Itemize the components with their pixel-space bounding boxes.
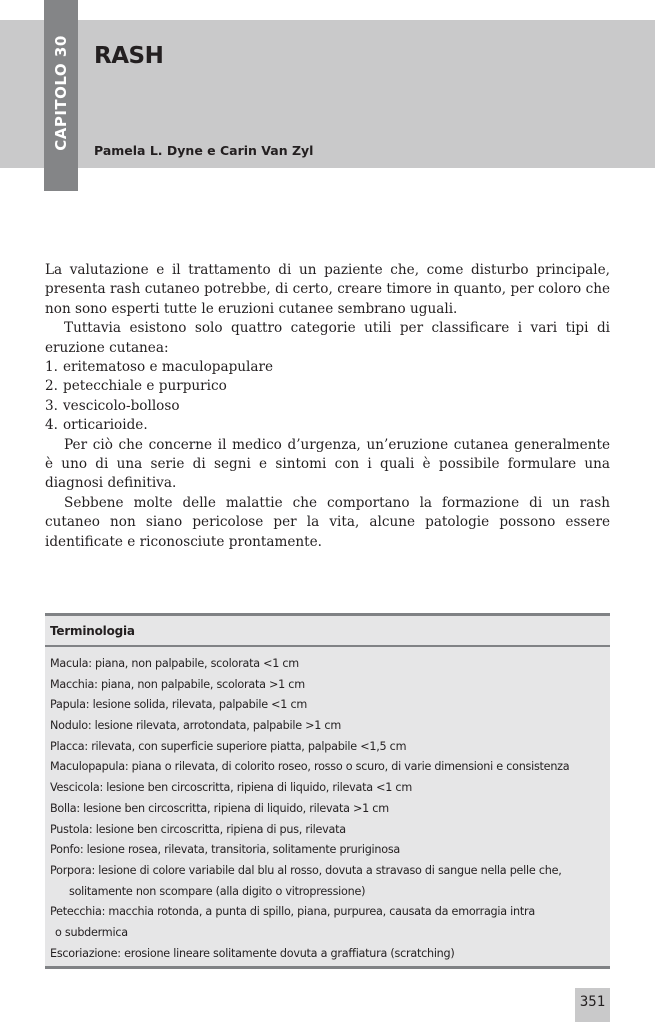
- terminology-box: [45, 613, 610, 969]
- category-item: [45, 397, 610, 416]
- terminology-entry: Bolla: lesione ben circoscritta, ripiena di liquido, rilevata >1 cm: [50, 801, 389, 815]
- terminology-entry: Placca: rilevata, con superficie superiore piatta, palpabile <1,5 cm: [50, 739, 407, 753]
- terminology-entry: Petecchia: macchia rotonda, a punta di spillo, piana, purpurea, causata da emorragia intra: [50, 905, 535, 919]
- terminology-heading: Terminologia: [45, 616, 610, 647]
- intro-text: [45, 261, 610, 552]
- intro-paragraph: Sebbene molte delle malattie che comportano la formazione di un rash cutaneo non siano pericolose per la vita, alcune patologie possono essere identificate e riconosciute prontamente.: [45, 494, 610, 550]
- intro-paragraph: Per ciò che concerne il medico d’urgenza, un’eruzione cutanea generalmente è uno di una serie di segni e sintomi con i quali è possibile formulare una diagnosi definitiva.: [45, 436, 610, 492]
- terminology-entry: Macula: piana, non palpabile, scolorata <1 cm: [50, 657, 299, 670]
- category-text: petecchiale e purpurico: [63, 378, 227, 395]
- category-item: [45, 416, 610, 435]
- chapter-authors: Pamela L. Dyne e Carin Van Zyl: [94, 143, 314, 158]
- terminology-entry: Vescicola: lesione ben circoscritta, ripiena di liquido, rilevata <1 cm: [50, 781, 412, 795]
- terminology-entry: Ponfo: lesione rosea, rilevata, transitoria, solitamente pruriginosa: [50, 843, 401, 857]
- category-text: orticarioide.: [63, 417, 148, 434]
- terminology-entry: Escoriazione: erosione lineare solitamente dovuta a graffiatura (scratching): [50, 946, 455, 960]
- category-list: [45, 358, 610, 436]
- terminology-entry-continuation: solitamente non scompare (alla digito o vitropressione): [69, 884, 366, 898]
- category-item: [45, 358, 610, 377]
- category-item: [45, 377, 610, 396]
- intro-paragraph: Tuttavia esistono solo quattro categorie utili per classificare i vari tipi di eruzione cutanea:: [45, 320, 610, 356]
- category-number: 1.: [45, 359, 58, 376]
- terminology-entry: Macchia: piana, non palpabile, scolorata >1 cm: [50, 677, 305, 691]
- chapter-label: CAPITOLO 30: [52, 35, 70, 151]
- terminology-entry: Porpora: lesione di colore variabile dal blu al rosso, dovuta a stravaso di sangue nella pelle che,: [50, 863, 562, 877]
- terminology-entry-continuation: o subdermica: [55, 925, 128, 939]
- terminology-entry: Papula: lesione solida, rilevata, palpabile <1 cm: [50, 698, 307, 712]
- page-number: 351: [575, 988, 610, 1022]
- terminology-entry: Pustola: lesione ben circoscritta, ripiena di pus, rilevata: [50, 822, 346, 836]
- terminology-list: [45, 647, 610, 964]
- intro-paragraph: La valutazione e il trattamento di un paziente che, come disturbo principale, presenta rash cutaneo potrebbe, di certo, creare timore in quanto, per coloro che non sono esperti tutte le eruzioni cutanee sembrano uguali.: [45, 262, 610, 317]
- terminology-entry: Nodulo: lesione rilevata, arrotondata, palpabile >1 cm: [50, 719, 341, 733]
- category-number: 3.: [45, 397, 58, 414]
- chapter-title: RASH: [94, 43, 164, 69]
- category-text: eritematoso e maculopapulare: [63, 359, 274, 376]
- category-number: 4.: [45, 417, 58, 434]
- category-number: 2.: [45, 378, 58, 395]
- terminology-entry: Maculopapula: piana o rilevata, di colorito roseo, rosso o scuro, di varie dimensioni e consistenza: [50, 760, 570, 774]
- category-text: vescicolo-bolloso: [63, 397, 180, 414]
